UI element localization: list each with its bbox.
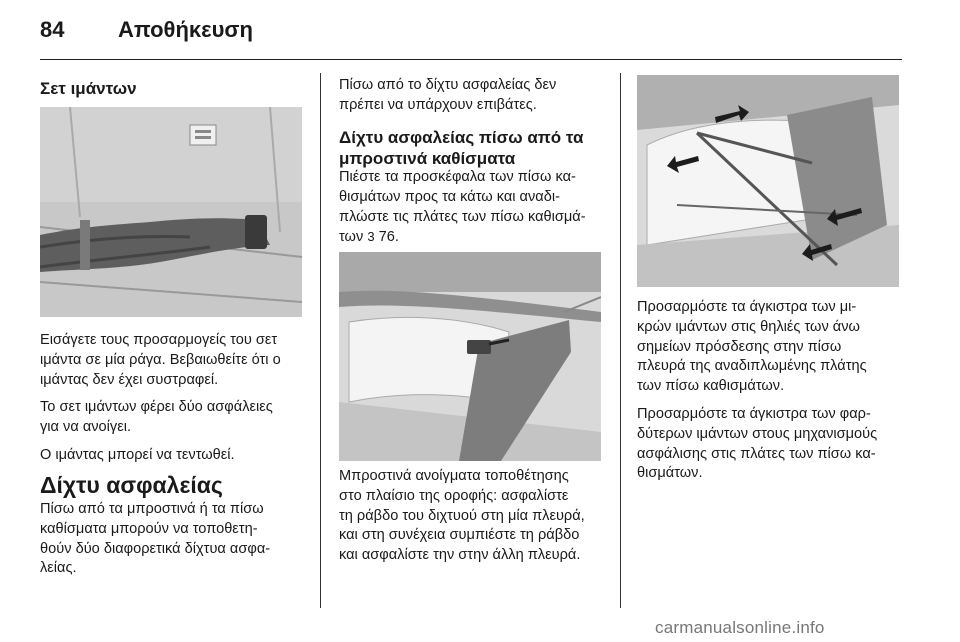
text-line: Μπροστινά ανοίγματα τοποθέτησης — [339, 468, 569, 484]
text-line: και στη συνέχεια συμπιέστε τη ράβδο — [339, 527, 580, 544]
page-reference: 76. — [378, 229, 399, 246]
text-line: θισμάτων. — [637, 465, 703, 482]
paragraph — [40, 331, 312, 390]
paragraph — [339, 467, 619, 566]
text-line: πλευρά της αναδιπλωμένης πλάτης — [637, 358, 867, 375]
text-line: των — [339, 229, 368, 246]
strap-hooks-text — [637, 298, 899, 484]
page-number: 84 — [40, 17, 65, 42]
text-line: Προσαρμόστε τα άγκιστρα των φαρ- — [637, 405, 871, 422]
text-line: ιμάντα σε μία ράγα. Βεβαιωθείτε ότι ο — [40, 351, 281, 368]
front-net-instructions — [339, 168, 611, 248]
text-line: Πίσω από το δίχτυ ασφαλείας δεν — [339, 77, 557, 93]
strap-hooks-figure — [637, 75, 899, 287]
paragraph — [637, 405, 899, 484]
paragraph: Ο ιμάντας μπορεί να τεντωθεί. — [40, 446, 235, 463]
text-line: θούν δύο διαφορετικά δίχτυα ασφα- — [40, 540, 271, 557]
text-line: πρέπει να υπάρχουν επιβάτες. — [339, 96, 537, 113]
text-line: πλώστε τις πλάτες των πίσω καθισμά- — [339, 208, 586, 225]
paragraph — [40, 398, 312, 438]
text-line: τη ράβδο του διχτυού στη μία πλευρά, — [339, 507, 585, 524]
text-line: και ασφαλίστε την στην άλλη πλευρά. — [339, 547, 581, 564]
safety-net-intro — [40, 500, 312, 579]
text-line: δύτερων ιμάντων στους μηχανισμούς — [637, 425, 878, 442]
no-passengers-note — [339, 76, 611, 116]
roof-mount-figure — [339, 252, 601, 461]
watermark: carmanualsonline.info — [655, 618, 825, 637]
text-line: Πίσω από τα μπροστινά ή τα πίσω — [40, 501, 264, 517]
text-line: Προσαρμόστε τα άγκιστρα των μι- — [637, 299, 857, 315]
text-line: σημείων πρόσδεσης στην πίσω — [637, 338, 842, 355]
text-line: για να ανοίγει. — [40, 419, 132, 436]
roof-mount-text — [339, 467, 619, 566]
paragraph — [637, 298, 899, 397]
strap-set-figure — [40, 107, 302, 317]
text-line: Εισάγετε τους προσαρμογείς του σετ — [40, 332, 278, 348]
text-line: Το σετ ιμάντων φέρει δύο ασφάλειες — [40, 399, 273, 416]
strap-set-heading: Σετ ιμάντων — [40, 79, 137, 98]
text-line: στο πλαίσιο της οροφής: ασφαλίστε — [339, 487, 569, 504]
text-line: καθίσματα μπορούν να τοποθετη- — [40, 520, 258, 537]
paragraph — [339, 76, 611, 116]
text-line: ασφάλισης στις πλάτες των πίσω κα- — [637, 445, 876, 462]
header-rule — [40, 59, 902, 60]
text-line: κρών ιμάντων στις θηλιές των άνω — [637, 318, 860, 335]
text-line: ιμάντας δεν έχει συστραφεί. — [40, 371, 219, 388]
safety-net-section-title: Δίχτυ ασφαλείας — [40, 472, 223, 498]
text-line: των πίσω καθισμάτων. — [637, 378, 785, 395]
text-line: θισμάτων προς τα κάτω και αναδι- — [339, 188, 560, 205]
column-separator — [320, 73, 321, 608]
chapter-title: Αποθήκευση — [118, 17, 253, 42]
strap-set-text — [40, 331, 312, 466]
column-separator — [620, 73, 621, 608]
heading-line: Δίχτυ ασφαλείας πίσω από τα — [339, 128, 584, 147]
front-net-heading — [339, 127, 611, 169]
paragraph — [339, 168, 611, 248]
heading-line: μπροστινά καθίσματα — [339, 149, 516, 168]
text-line: λείας. — [40, 560, 77, 577]
paragraph — [40, 500, 312, 579]
page-reference-icon: 3 — [367, 229, 375, 245]
text-line: Πιέστε τα προσκέφαλα των πίσω κα- — [339, 169, 576, 185]
